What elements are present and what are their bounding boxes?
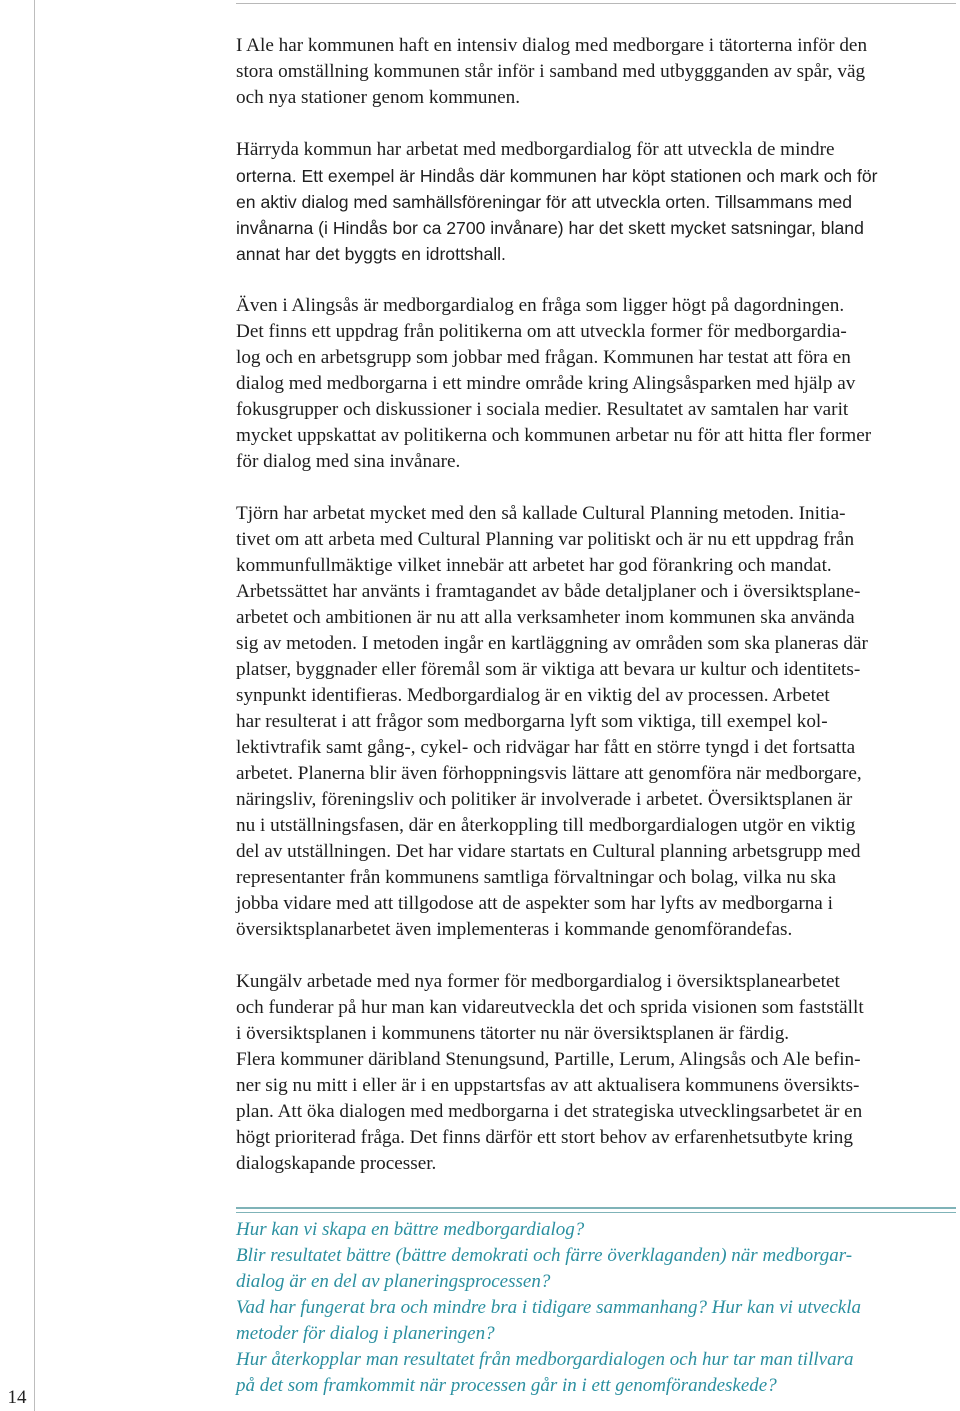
question-line: dialog är en del av planeringsprocessen? <box>236 1271 551 1292</box>
text-line: Tjörn har arbetat mycket med den så kallade Cultural Planning metoden. Initia- <box>236 503 846 524</box>
question-line: på det som framkommit när processen går in i ett genomförandeskede? <box>236 1375 777 1396</box>
question-rule-thin <box>236 1212 956 1213</box>
text-line: dialog med medborgarna i ett mindre område kring Alingsåsparken med hjälp av <box>236 373 856 394</box>
text-line: stora omställning kommunen står inför i samband med utbyggganden av spår, väg <box>236 61 866 82</box>
text-line: tivet om att arbeta med Cultural Planning var politiskt och är nu ett uppdrag från <box>236 529 855 550</box>
question-line: Hur kan vi skapa en bättre medborgardialog? <box>236 1219 585 1240</box>
question-line: metoder för dialog i planeringen? <box>236 1323 495 1344</box>
text-line: representanter från kommunens samtliga förvaltningar och bolag, vilka nu ska <box>236 867 836 888</box>
paragraph-harryda <box>236 137 954 267</box>
question-line: Hur återkopplar man resultatet från medborgardialogen och hur tar man tillvara <box>236 1349 854 1370</box>
text-line: I Ale har kommunen haft en intensiv dialog med medborgare i tätorterna inför den <box>236 35 868 56</box>
text-line: lektivtrafik samt gång-, cykel- och ridvägar har fått en större tyngd i det fortsatta <box>236 737 856 758</box>
text-line: översiktsplanarbetet även implementeras i kommande genomförandefas. <box>236 919 793 940</box>
text-line: log och en arbetsgrupp som jobbar med frågan. Kommunen har testat att föra en <box>236 347 851 368</box>
text-line: nu i utställningsfasen, där en återkoppling till medborgardialogen utgör en viktig <box>236 815 856 836</box>
text-line: mycket uppskattat av politikerna och kommunen arbetar nu för att hitta fler former <box>236 425 872 446</box>
question-line: Blir resultatet bättre (bättre demokrati och färre överklaganden) när medborgar- <box>236 1245 853 1266</box>
text-line: annat har det byggts en idrottshall. <box>236 244 506 264</box>
text-line: högt prioriterad fråga. Det finns därför ett stort behov av erfarenhetsutbyte kring <box>236 1127 853 1148</box>
text-line: invånarna (i Hindås bor ca 2700 invånare) har det skett mycket satsningar, bland <box>236 218 864 238</box>
text-line: arbetet. Planerna blir även förhoppningsvis lättare att genomföra när medborgare, <box>236 763 862 784</box>
text-line: och nya stationer genom kommunen. <box>236 87 521 108</box>
text-line: sig av metoden. I metoden ingår en kartläggning av områden som ska planeras där <box>236 633 868 654</box>
paragraph-tjorn <box>236 501 954 943</box>
text-line: näringsliv, föreningsliv och politiker är involverade i arbetet. Översiktsplanen är <box>236 789 853 810</box>
text-line: platser, byggnader eller föremål som är viktiga att bevara ur kultur och identitets- <box>236 659 861 680</box>
text-line: synpunkt identifieras. Medborgardialog är en viktig del av processen. Arbetet <box>236 685 830 706</box>
text-line: Flera kommuner däribland Stenungsund, Partille, Lerum, Alingsås och Ale befin- <box>236 1049 861 1070</box>
text-line: Härryda kommun har arbetat med medborgardialog för att utveckla de mindre <box>236 139 835 160</box>
text-line: och funderar på hur man kan vidareutveckla det och sprida visionen som fastställt <box>236 997 864 1018</box>
reflection-questions-box <box>236 1207 956 1399</box>
paragraph-alingsas <box>236 293 954 475</box>
text-line: orterna. Ett exempel är Hindås där kommunen har köpt stationen och mark och för <box>236 166 878 186</box>
question-line: Vad har fungerat bra och mindre bra i tidigare sammanhang? Hur kan vi utveckla <box>236 1297 861 1318</box>
text-line: Även i Alingsås är medborgardialog en fråga som ligger högt på dagordningen. <box>236 295 845 316</box>
text-line: jobba vidare med att tillgodose att de aspekter som har lyfts av medborgarna i <box>236 893 833 914</box>
text-line: arbetet och ambitionen är nu att alla verksamheter inom kommunen ska använda <box>236 607 855 628</box>
text-line: plan. Att öka dialogen med medborgarna i det strategiska utvecklingsarbetet är en <box>236 1101 863 1122</box>
paragraph-ale <box>236 33 954 111</box>
text-line: en aktiv dialog med samhällsföreningar för att utveckla orten. Tillsammans med <box>236 192 853 212</box>
text-line: Det finns ett uppdrag från politikerna om att utveckla former för medborgardia- <box>236 321 847 342</box>
text-line: Kungälv arbetade med nya former för medborgardialog i översiktsplanearbetet <box>236 971 840 992</box>
text-line: fokusgrupper och diskussioner i sociala medier. Resultatet av samtalen har varit <box>236 399 849 420</box>
body-text <box>236 33 954 1177</box>
question-rule-thick <box>236 1207 956 1209</box>
text-line: ner sig nu mitt i eller är i en uppstartsfas av att aktualisera kommunens översikts- <box>236 1075 860 1096</box>
text-line: dialogskapande processer. <box>236 1153 437 1174</box>
top-rule <box>236 3 956 4</box>
margin-rule <box>34 0 35 1411</box>
page-number: 14 <box>7 1387 27 1408</box>
text-line: Arbetssättet har använts i framtagandet av både detaljplaner och i översiktsplane- <box>236 581 861 602</box>
text-line: i översiktsplanen i kommunens tätorter nu när översiktsplanen är färdig. <box>236 1023 790 1044</box>
text-line: kommunfullmäktige vilket innebär att arbetet har god förankring och mandat. <box>236 555 832 576</box>
paragraph-kungalv <box>236 969 954 1177</box>
text-line: för dialog med sina invånare. <box>236 451 461 472</box>
text-line: del av utställningen. Det har vidare startats en Cultural planning arbetsgrupp med <box>236 841 861 862</box>
text-line: har resulterat i att frågor som medborgarna lyft som viktiga, till exempel kol- <box>236 711 828 732</box>
reflection-questions <box>236 1217 956 1399</box>
